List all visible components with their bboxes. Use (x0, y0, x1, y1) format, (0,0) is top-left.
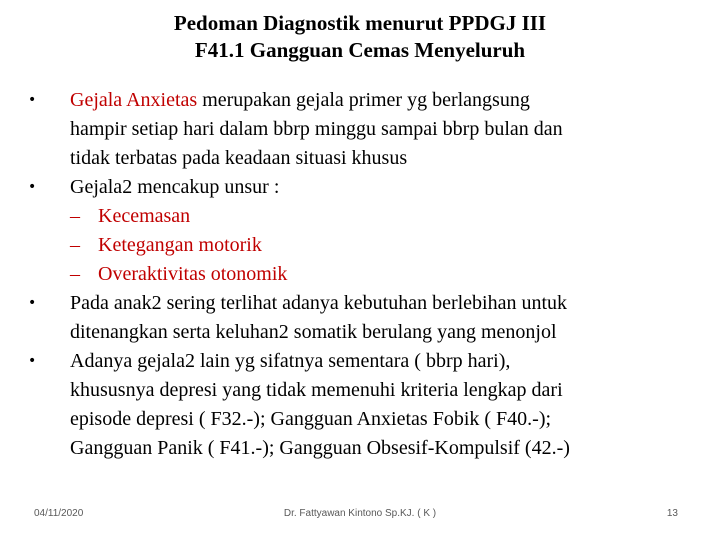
dash-marker (70, 231, 80, 260)
footer-date: 04/11/2020 (34, 508, 84, 519)
bullet-marker (28, 289, 70, 318)
bullet-marker (28, 86, 70, 115)
bullet-3-line-1: Pada anak2 sering terlihat adanya kebutuhan berlebihan untuk (70, 292, 568, 314)
dash-marker (70, 202, 80, 231)
slide-title-line-2: F41.1 Gangguan Cemas Menyeluruh (194, 38, 526, 62)
bullet-1-line-3: tidak terbatas pada keadaan situasi khusus (70, 147, 408, 169)
bullet-4-line-3: episode depresi ( F32.-); Gangguan Anxietas Fobik ( F40.-); (70, 408, 552, 430)
bullet-1-line-2: hampir setiap hari dalam bbrp minggu sampai bbrp bulan dan (70, 118, 563, 140)
bullet-item-3 (28, 289, 708, 347)
bullet-2-line-1: Gejala2 mencakup unsur : (70, 176, 280, 198)
bullet-item-4 (28, 347, 708, 463)
slide-content (28, 86, 708, 463)
sub-item-3 (28, 260, 708, 289)
footer-author: Dr. Fattyawan Kintono Sp.KJ. ( K ) (283, 508, 437, 519)
bullet-3-line-2: ditenangkan serta keluhan2 somatik berulang yang menonjol (70, 321, 557, 343)
bullet-4-line-4: Gangguan Panik ( F41.-); Gangguan Obsesif-Kompulsif (42.-) (70, 437, 570, 459)
bullet-marker (28, 173, 70, 202)
sub-item-2-text: Ketegangan motorik (98, 234, 262, 256)
bullet-1-line-1 (70, 86, 708, 115)
bullet-4-line-2: khususnya depresi yang tidak memenuhi kriteria lengkap dari (70, 379, 563, 401)
sub-item-2 (28, 231, 708, 260)
bullet-item-2 (28, 173, 708, 202)
bullet-marker (28, 347, 70, 376)
bullet-1-line-1-rest: merupakan gejala primer yg berlangsung (197, 89, 530, 111)
slide-title-line-1: Pedoman Diagnostik menurut PPDGJ III (173, 11, 547, 35)
sub-item-1-text: Kecemasan (98, 205, 191, 227)
sub-item-1 (28, 202, 708, 231)
dash-marker (70, 260, 80, 289)
page-number: 13 (666, 508, 678, 519)
bullet-1-highlight: Gejala Anxietas (70, 89, 198, 111)
bullet-4-line-1: Adanya gejala2 lain yg sifatnya sementara ( bbrp hari), (70, 350, 511, 372)
slide-title (0, 10, 720, 64)
sub-item-3-text: Overaktivitas otonomik (98, 263, 288, 285)
bullet-item-1 (28, 86, 708, 173)
